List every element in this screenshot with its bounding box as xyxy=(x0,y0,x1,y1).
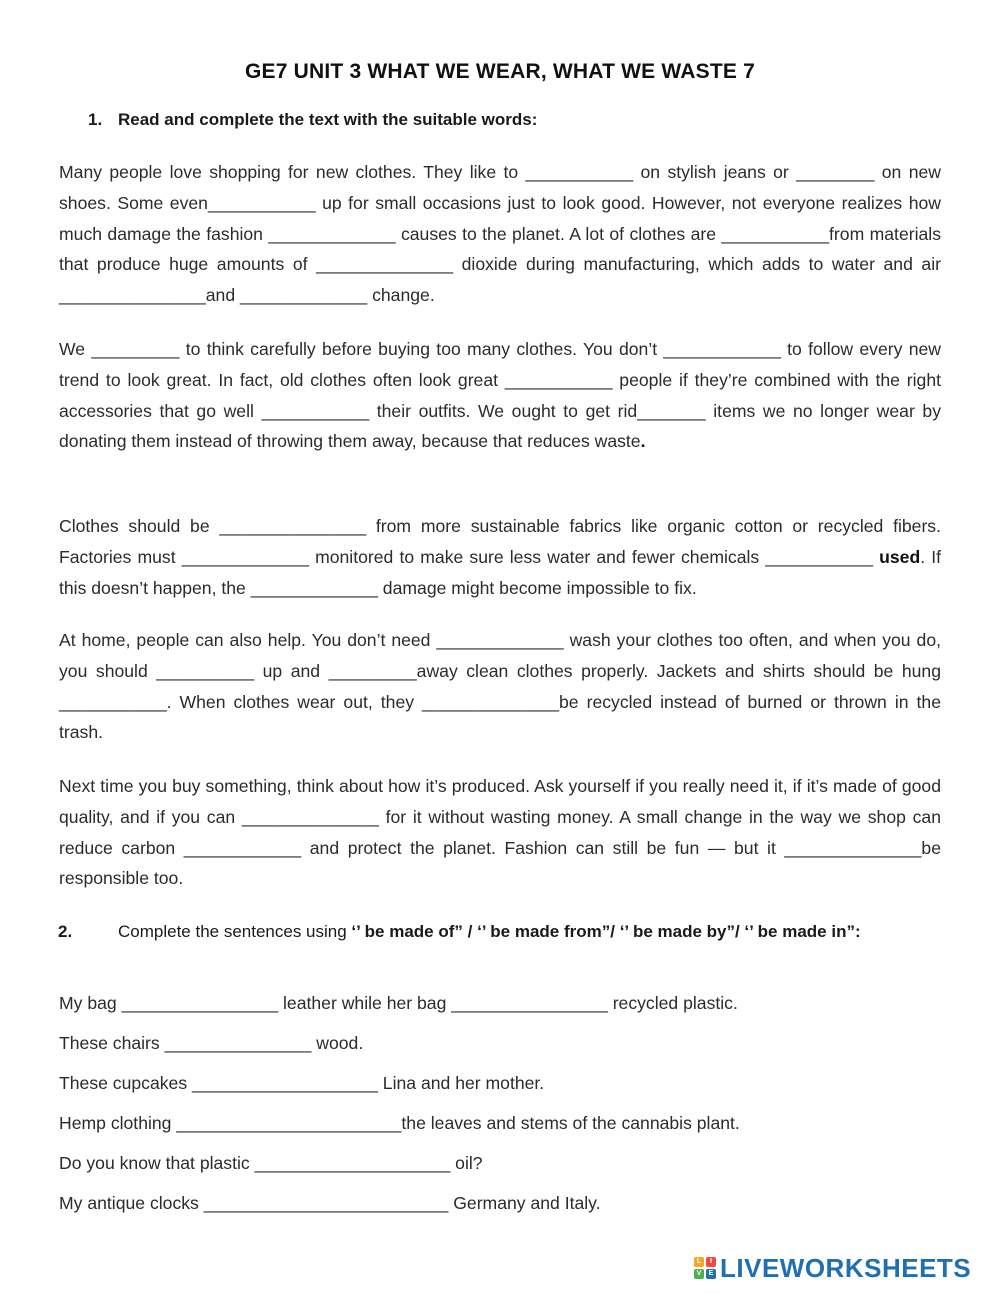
page-title: GE7 UNIT 3 WHAT WE WEAR, WHAT WE WASTE 7 xyxy=(244,60,756,83)
logo-mark-tile-l: L xyxy=(694,1257,704,1267)
logo-mark-tile-v: V xyxy=(694,1269,704,1279)
liveworksheets-logo xyxy=(694,1253,971,1283)
paragraph-3-text-b: . If this doesn’t happen, the _____________ damage might become impossible to fix. xyxy=(59,546,942,598)
passage-paragraph-5: Next time you buy something, think about how it’s produced. Ask yourself if you really need it, if it’s made of good quality, and if you can ______________ for it without wasting money. A small change in the way we shop can reduce carbon ____________ and protect the planet. Fashion can still be fun — but it ______________be responsible too. xyxy=(59,776,941,889)
question-2-instruction: Complete the sentences using xyxy=(118,922,352,941)
passage-paragraph-1: Many people love shopping for new clothes. They like to ___________ on stylish jeans or ________ on new shoes. Some even___________ up for small occasions just to look good. However, not everyone realizes how much damage the fashion _____________ causes to the planet. A lot of clothes are ___________from materials that produce huge amounts of ______________ dioxide during manufacturing, which adds to water and air _______________and _____________ change. xyxy=(59,162,941,306)
question-2-options: ‘’ be made of” / ‘’ be made from”/ ‘’ be made by”/ ‘’ be made in”: xyxy=(351,922,861,941)
question-2-number: 2. xyxy=(58,922,73,941)
paragraph-2-text: We _________ to think carefully before buying too many clothes. You don’t ____________ to follow every new trend to look great. In fact, old clothes often look great ___________ people if they’re combined with the right accessories that go well ___________ their outfits. We ought to get rid_______ items we no longer wear by donating them instead of throwing them away, because that reduces waste xyxy=(59,339,941,452)
question-1-instruction: Read and complete the text with the suitable words: xyxy=(118,110,538,129)
sentence-6: My antique clocks _________________________ Germany and Italy. xyxy=(59,1193,601,1213)
logo-mark-tile-i: I xyxy=(706,1257,716,1267)
logo-text: LIVEWORKSHEETS xyxy=(720,1252,972,1283)
sentence-4: Hemp clothing _______________________the leaves and stems of the cannabis plant. xyxy=(59,1113,740,1133)
passage-paragraph-4: At home, people can also help. You don’t need _____________ wash your clothes too often, and when you do, you should __________ up and _________away clean clothes properly. Jackets and shirts should be hung ___________. When clothes wear out, they ______________be recycled instead of burned or thrown in the trash. xyxy=(59,630,941,743)
sentence-1: My bag ________________ leather while her bag ________________ recycled plastic. xyxy=(59,993,738,1013)
sentence-2: These chairs _______________ wood. xyxy=(59,1033,364,1053)
paragraph-2-period: . xyxy=(640,431,646,452)
question-1-heading xyxy=(88,105,948,135)
question-1-number: 1. xyxy=(88,110,103,129)
logo-mark-tile-e: E xyxy=(706,1269,716,1279)
paragraph-3-bold-word: used xyxy=(879,546,921,567)
logo-mark-icon xyxy=(694,1257,716,1279)
passage-paragraph-3 xyxy=(59,511,941,603)
sentence-5: Do you know that plastic ____________________ oil? xyxy=(59,1153,483,1173)
paragraph-3-text-a: Clothes should be _______________ from more sustainable fabrics like organic cotton or recycled fibers. Factories must _____________ monitored to make sure less water and fewer chemicals ___________ xyxy=(59,516,941,567)
passage-paragraph-2 xyxy=(59,334,941,457)
sentence-3: These cupcakes ___________________ Lina and her mother. xyxy=(59,1073,545,1093)
question-2-heading xyxy=(58,917,960,947)
